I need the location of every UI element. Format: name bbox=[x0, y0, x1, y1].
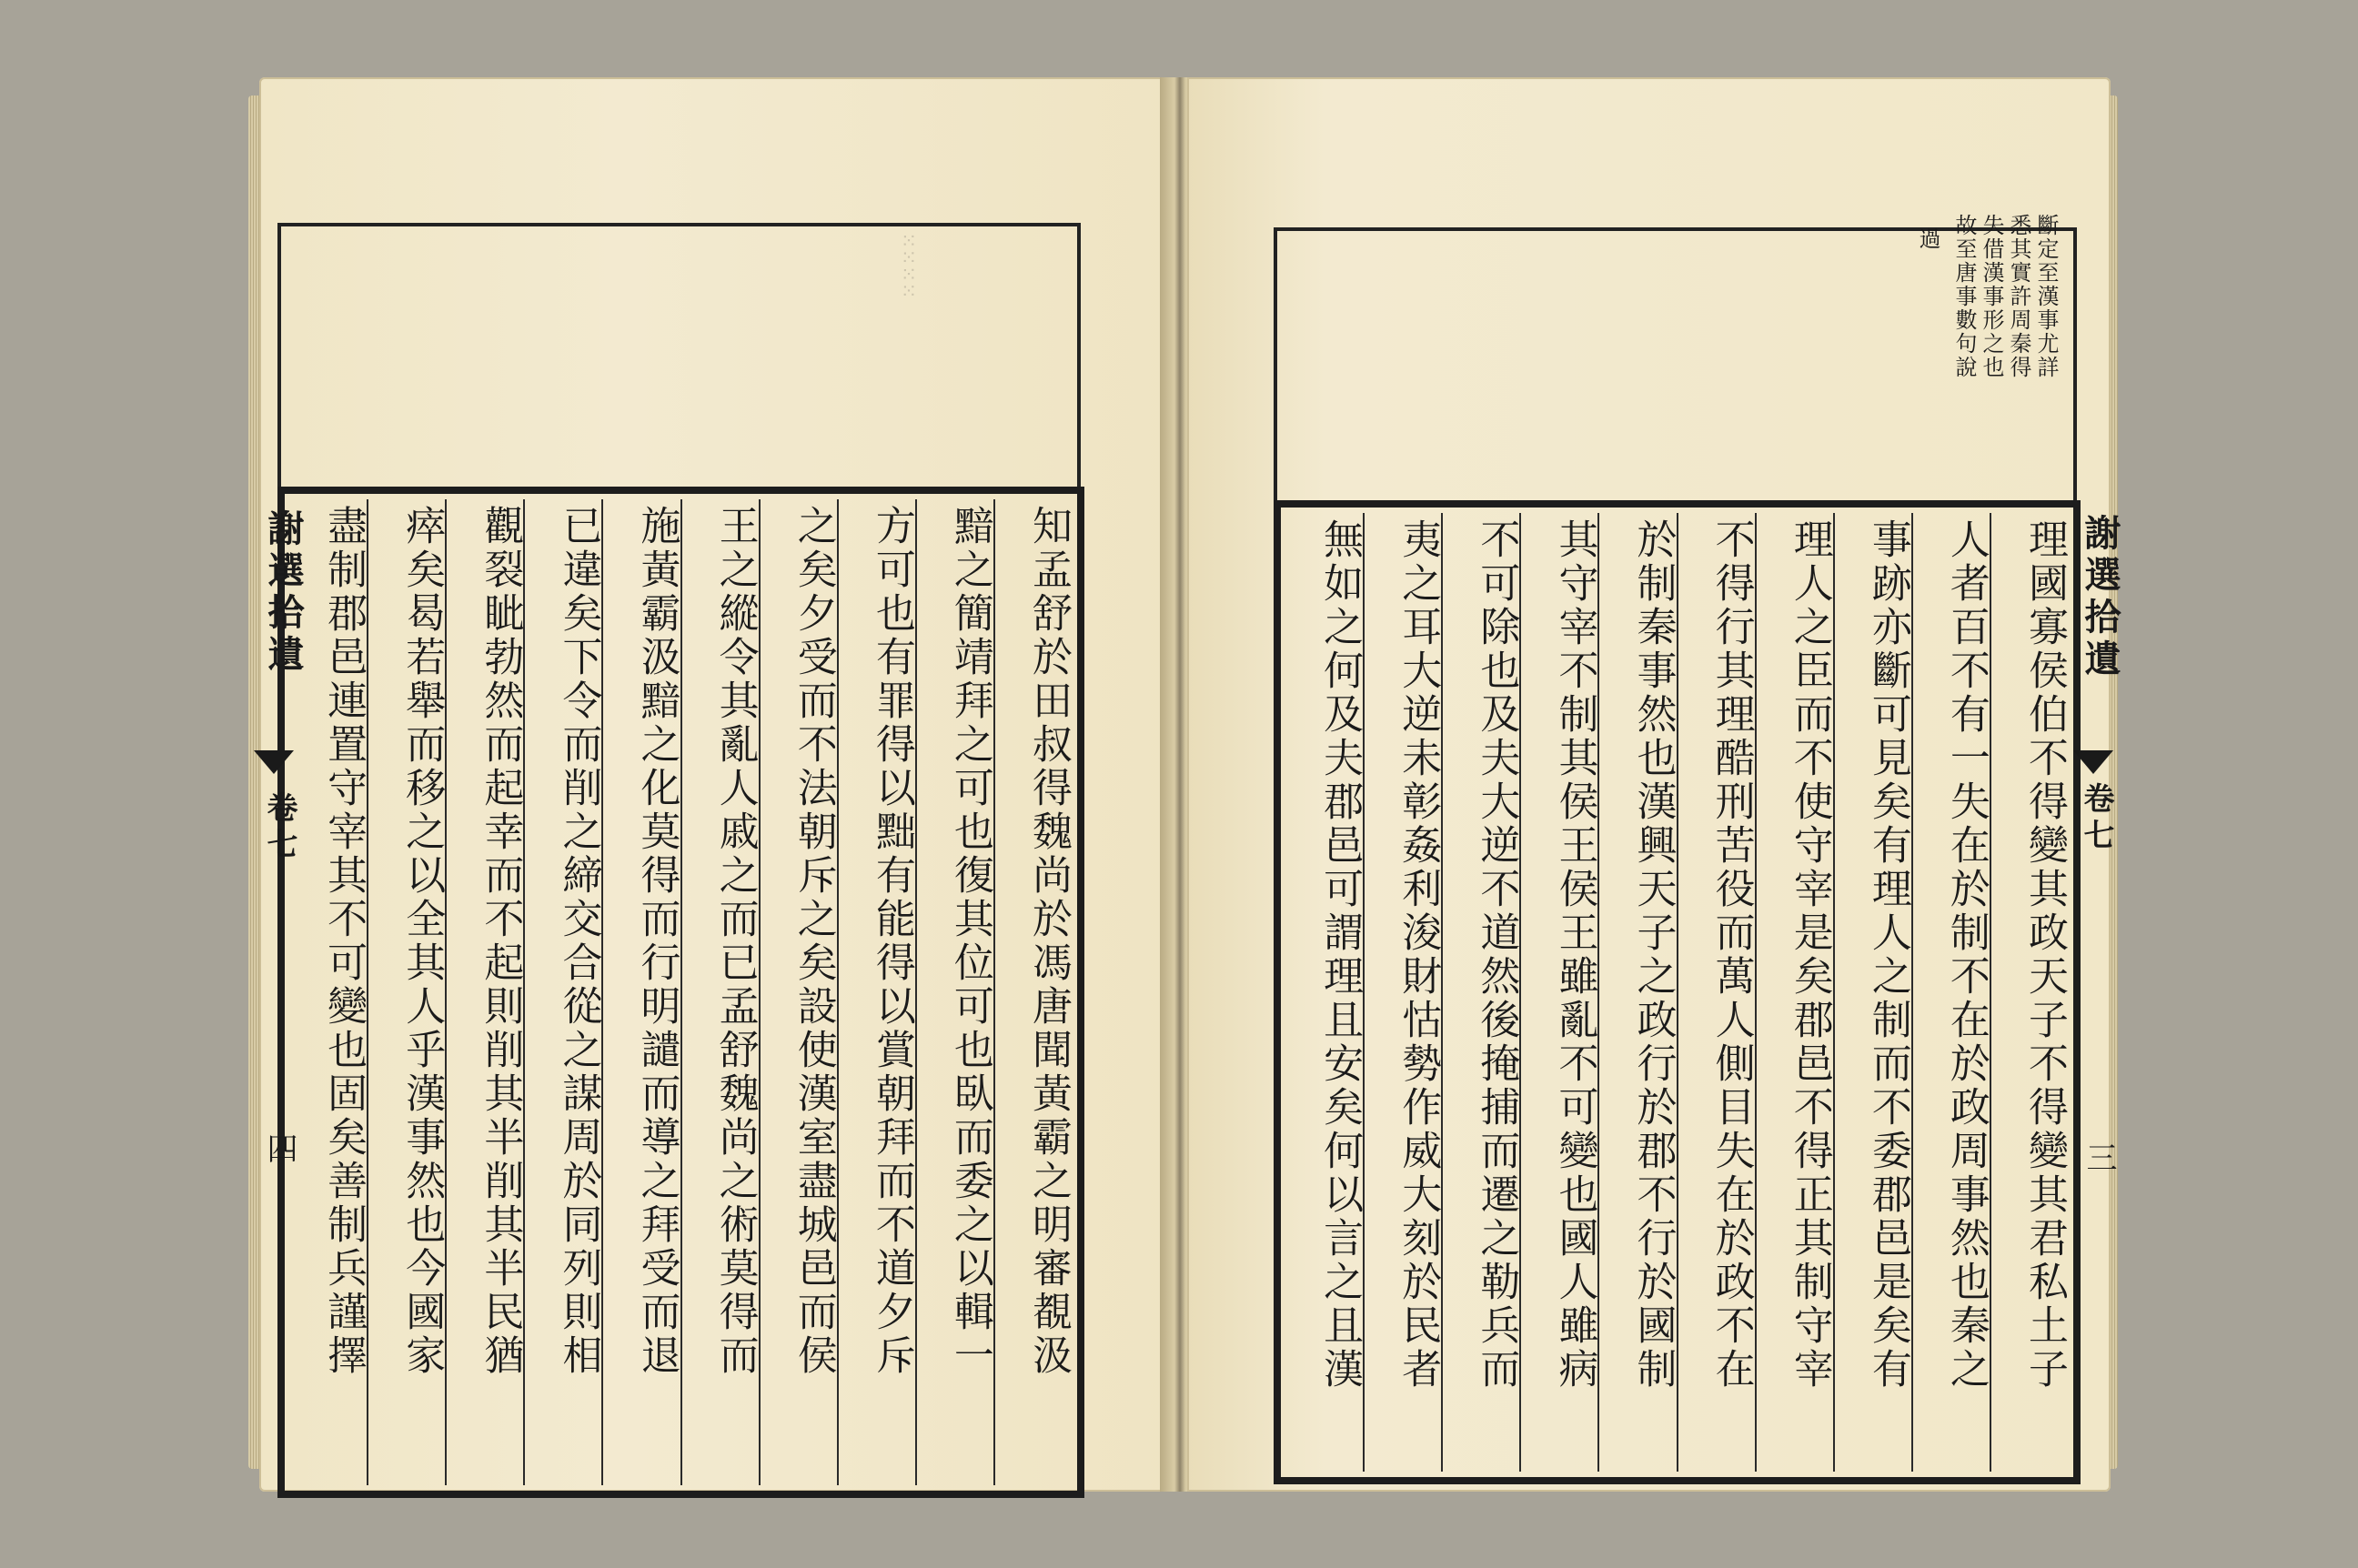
text-column: 瘁矣曷若舉而移之以全其人乎漢事然也今國家 bbox=[367, 499, 445, 1485]
right-text-frame bbox=[1274, 500, 2081, 1484]
head-note-line: 失借漢事形之也 bbox=[1979, 214, 2004, 379]
text-column: 無如之何及夫郡邑可謂理且安矣何以言之且漢 bbox=[1316, 518, 1364, 1392]
text-column: 黯之簡靖拜之可也復其位可也臥而委之以輯一 bbox=[915, 499, 993, 1485]
text-column: 理人之臣而不使守宰是矣郡邑不得正其制守宰 bbox=[1755, 513, 1833, 1472]
text-column: 夷之耳大逆未彰姦利浚財怙勢作威大刻於民者 bbox=[1363, 513, 1441, 1472]
text-column: 已違矣下令而削之締交合從之謀周於同列則相 bbox=[523, 499, 601, 1485]
text-column: 不可除也及夫大逆不道然後掩捕而遷之勒兵而 bbox=[1441, 513, 1519, 1472]
text-column: 王之縱令其亂人戚之而已孟舒魏尚之術莫得而 bbox=[680, 499, 759, 1485]
text-column: 觀裂眦勃然而起幸而不起則削其半削其半民猶 bbox=[445, 499, 523, 1485]
bleed-through-text: ⁙⁙⁙⁙ bbox=[896, 232, 919, 299]
text-column: 理國寡侯伯不得變其政天子不得變其君私土子 bbox=[1990, 513, 2068, 1472]
text-column: 於制秦事然也漢興天子之政行於郡不行於國制 bbox=[1597, 513, 1676, 1472]
left-page bbox=[259, 77, 1169, 1492]
left-text-frame bbox=[277, 487, 1084, 1498]
right-margin-title: 謝選拾遺 bbox=[2079, 514, 2121, 681]
text-column: 知孟舒於田叔得魏尚於馮唐聞黃霸之明審覩汲 bbox=[993, 499, 1072, 1485]
text-column: 不得行其理酷刑苦役而萬人側目失在於政不在 bbox=[1677, 513, 1755, 1472]
head-note-line: 斷定至漢事尤詳 bbox=[2033, 214, 2059, 379]
text-column: 之矣夕受而不法朝斥之矣設使漢室盡城邑而侯 bbox=[759, 499, 837, 1485]
text-column: 其守宰不制其侯王侯王雖亂不可變也國人雖病 bbox=[1519, 513, 1597, 1472]
left-volume-label: 卷七 bbox=[261, 791, 297, 864]
text-column: 事跡亦斷可見矣有理人之制而不委郡邑是矣有 bbox=[1833, 513, 1911, 1472]
head-note-line: 故至唐事數句說 bbox=[1951, 214, 1977, 379]
right-page bbox=[1187, 77, 2121, 1492]
head-note-end: 過 bbox=[1915, 227, 1940, 251]
left-text-columns bbox=[290, 499, 1072, 1485]
right-page-number: 三 bbox=[2081, 1141, 2117, 1172]
text-column: 人者百不有一失在於制不在於政周事然也秦之 bbox=[1911, 513, 1990, 1472]
open-book bbox=[259, 77, 2121, 1492]
text-column: 方可也有罪得以黜有能得以賞朝拜而不道夕斥 bbox=[837, 499, 915, 1485]
text-column: 盡制郡邑連置守宰其不可變也固矣善制兵謹擇 bbox=[320, 505, 368, 1378]
left-page-number: 四 bbox=[261, 1132, 297, 1163]
right-volume-label: 卷七 bbox=[2078, 782, 2114, 855]
text-column: 施黃霸汲黯之化莫得而行明譴而導之拜受而退 bbox=[601, 499, 680, 1485]
fishtail-mark bbox=[2073, 750, 2113, 774]
left-head-box bbox=[277, 223, 1081, 490]
left-margin-title: 謝選拾遺 bbox=[262, 509, 305, 677]
head-note-line: 悉其實許周秦得 bbox=[2006, 214, 2031, 379]
right-text-columns bbox=[1286, 513, 2068, 1472]
fishtail-mark bbox=[254, 750, 294, 774]
